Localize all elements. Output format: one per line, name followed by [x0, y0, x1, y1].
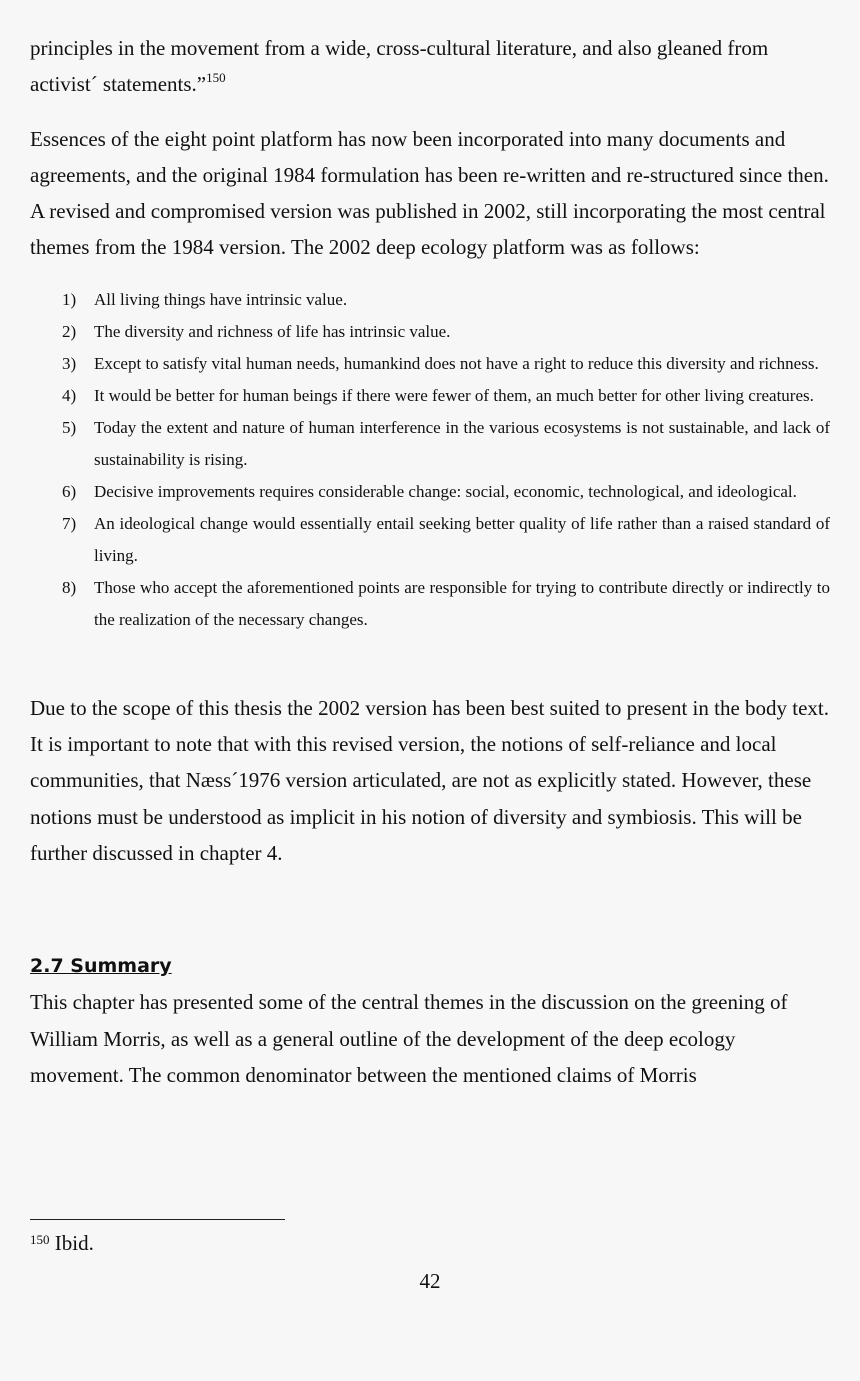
- list-item: [30, 412, 830, 476]
- list-item-number: 2): [62, 321, 77, 341]
- footnote-reference: 150: [206, 70, 226, 86]
- footnote-divider: [30, 1219, 285, 1220]
- footnote-number: 150: [30, 1232, 50, 1247]
- list-item: [30, 508, 830, 572]
- list-item-number: 3): [62, 353, 77, 373]
- document-page: [30, 30, 830, 1093]
- page-number: 42: [419, 1269, 441, 1293]
- list-item: [30, 316, 830, 348]
- list-item: [30, 572, 830, 636]
- paragraph-scope: Due to the scope of this thesis the 2002 version has been best suited to present in the body text. It is important to note that with this revised version, the notions of self-reliance and local communities, that Næss´1976 version articulated, are not as explicitly stated. However, these notions must be understood as implicit in his notion of diversity and symbiosis. This will be further discussed in chapter 4.: [30, 695, 830, 865]
- list-item: [30, 284, 830, 316]
- list-item-text: The diversity and richness of life has intrinsic value.: [94, 321, 451, 341]
- list-item-text: Today the extent and nature of human interference in the various ecosystems is not sustainable, and lack of sustainability is rising.: [94, 417, 830, 469]
- list-item: [30, 476, 830, 508]
- list-item-text: Decisive improvements requires considerable change: social, economic, technological, and ideological.: [94, 481, 797, 501]
- list-item-number: 7): [62, 513, 77, 533]
- list-item-text: Those who accept the aforementioned points are responsible for trying to contribute directly or indirectly to the realization of the necessary changes.: [94, 577, 830, 629]
- platform-list: [30, 284, 830, 636]
- paragraph-platform-intro: Essences of the eight point platform has now been incorporated into many documents and agreements, and the original 1984 formulation has been re-written and re-structured since then. A revised and compromised version was published in 2002, still incorporating the most central themes from the 1984 version. The 2002 deep ecology platform was as follows:: [30, 126, 829, 260]
- paragraph-text: principles in the movement from a wide, cross-cultural literature, and also gleaned from activist´ statements.”: [30, 36, 769, 97]
- list-item-number: 5): [62, 417, 77, 437]
- list-item-text: Except to satisfy vital human needs, humankind does not have a right to reduce this diversity and richness.: [94, 353, 819, 373]
- list-item: [30, 348, 830, 380]
- list-item-text: An ideological change would essentially entail seeking better quality of life rather than a raised standard of living.: [94, 513, 830, 565]
- list-item-text: It would be better for human beings if there were fewer of them, an much better for other living creatures.: [94, 385, 814, 405]
- footnote-text: Ibid.: [49, 1231, 94, 1255]
- list-item-number: 4): [62, 385, 77, 405]
- list-item-number: 8): [62, 577, 77, 597]
- list-item-text: All living things have intrinsic value.: [94, 289, 348, 309]
- list-item-number: 6): [62, 481, 77, 501]
- section-heading: 2.7 Summary: [30, 955, 172, 978]
- footnote: [30, 1228, 94, 1258]
- paragraph-summary: This chapter has presented some of the central themes in the discussion on the greening of William Morris, as well as a general outline of the development of the deep ecology movement. The common denominator between the mentioned claims of Morris: [30, 990, 788, 1087]
- list-item: [30, 380, 830, 412]
- paragraph-continuation: [30, 30, 830, 103]
- list-item-number: 1): [62, 289, 77, 309]
